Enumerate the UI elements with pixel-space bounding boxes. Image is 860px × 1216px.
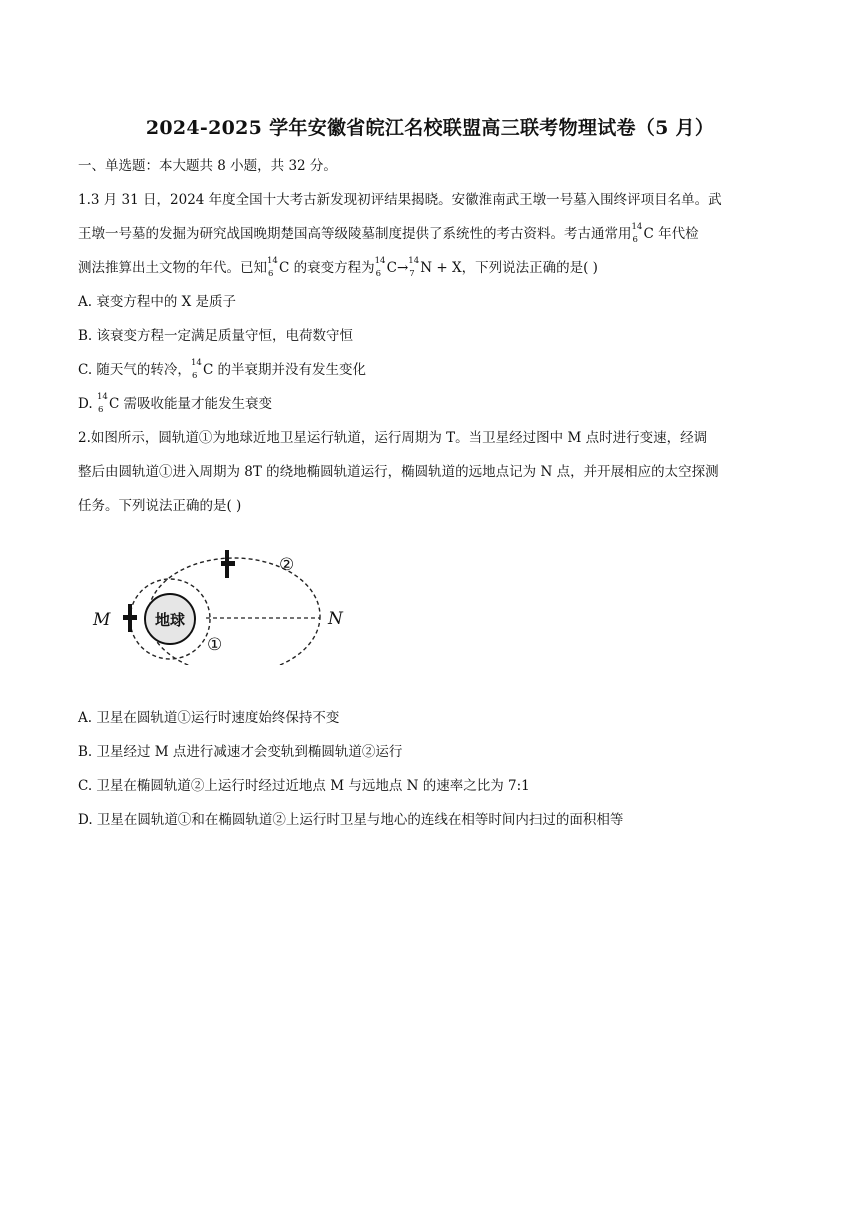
q1-option-d-post: C 需吸收能量才能发生衰变 xyxy=(108,396,273,412)
satellite-icon xyxy=(221,550,235,578)
point-n-label: N xyxy=(328,609,343,629)
satellite-icon xyxy=(123,604,137,632)
exam-title: 2024-2025 学年安徽省皖江名校联盟高三联考物理试卷（5 月） xyxy=(145,117,715,139)
isotope-mass: 14 xyxy=(408,256,420,266)
q2-text-line-1: 2.如图所示，圆轨道①为地球近地卫星运行轨道，运行周期为 T。当卫星经过图中 M 点时进行变速，经调 xyxy=(78,430,708,446)
q2-text-line-3: 任务。下列说法正确的是( ) xyxy=(78,498,242,514)
isotope-mass: 14 xyxy=(96,392,108,402)
isotope-n14 xyxy=(408,258,420,278)
isotope-c14 xyxy=(632,224,644,244)
earth-label: 地球 xyxy=(154,611,186,629)
q1-option-b: B. 该衰变方程一定满足质量守恒，电荷数守恒 xyxy=(78,328,354,344)
q1-text-line-3-part: C 的衰变方程为 xyxy=(279,260,375,276)
q1-text-line-2-end: C 年代检 xyxy=(643,226,699,242)
isotope-mass: 14 xyxy=(267,256,278,266)
q2-option-a: A. 卫星在圆轨道①运行时速度始终保持不变 xyxy=(78,710,340,726)
isotope-z: 6 xyxy=(632,235,638,245)
q1-text-line-2 xyxy=(78,224,788,244)
orbit-2-label: ② xyxy=(279,555,295,575)
isotope-mass: 14 xyxy=(374,256,386,266)
isotope-z: 7 xyxy=(409,269,415,279)
isotope-c14 xyxy=(267,258,279,278)
orbit-diagram xyxy=(88,540,363,665)
q1-option-c-post: C 的半衰期并没有发生变化 xyxy=(202,362,367,378)
q1-text-line-3-part: 测法推算出土文物的年代。已知 xyxy=(78,260,267,276)
isotope-z: 6 xyxy=(97,405,104,415)
q2-option-b: B. 卫星经过 M 点进行减速才会变轨到椭圆轨道②运行 xyxy=(78,744,403,760)
orbit-1-label: ① xyxy=(207,635,223,655)
q2-text-line-2: 整后由圆轨道①进入周期为 8T 的绕地椭圆轨道运行，椭圆轨道的远地点记为 N 点，并开展相应的太空探测 xyxy=(78,464,719,480)
q1-text-line-2-part: 王墩一号墓的发掘为研究战国晚期楚国高等级陵墓制度提供了系统性的考古资料。考古通常用 xyxy=(78,226,632,242)
point-m-label: M xyxy=(93,610,111,630)
isotope-c14 xyxy=(97,394,109,414)
q1-text-line-1: 1.3 月 31 日，2024 年度全国十大考古新发现初评结果揭晓。安徽淮南武王墩一号墓入围终评项目名单。武 xyxy=(78,192,722,208)
isotope-z: 6 xyxy=(375,269,382,279)
isotope-mass: 14 xyxy=(190,358,202,368)
isotope-z: 6 xyxy=(191,371,198,381)
isotope-c14 xyxy=(191,360,203,380)
section-heading: 一、单选题：本大题共 8 小题，共 32 分。 xyxy=(78,158,337,174)
q1-option-a: A. 衰变方程中的 X 是质子 xyxy=(78,294,237,310)
q1-text-line-3-end: N + X，下列说法正确的是( ) xyxy=(420,260,598,276)
isotope-mass: 14 xyxy=(631,222,643,232)
q1-option-c xyxy=(78,360,366,380)
q1-option-d-pre: D. xyxy=(78,396,97,412)
q2-option-d: D. 卫星在圆轨道①和在椭圆轨道②上运行时卫星与地心的连线在相等时间内扫过的面积相等 xyxy=(78,812,624,828)
q1-text-line-3 xyxy=(78,258,788,278)
isotope-c14 xyxy=(375,258,387,278)
isotope-z: 6 xyxy=(268,269,274,279)
q1-option-c-pre: C. 随天气的转冷， xyxy=(78,362,191,378)
q2-option-c: C. 卫星在椭圆轨道②上运行时经过近地点 M 与远地点 N 的速率之比为 7:1 xyxy=(78,778,530,794)
q1-option-d xyxy=(78,394,272,414)
q1-text-line-3-part: C→ xyxy=(386,260,409,276)
